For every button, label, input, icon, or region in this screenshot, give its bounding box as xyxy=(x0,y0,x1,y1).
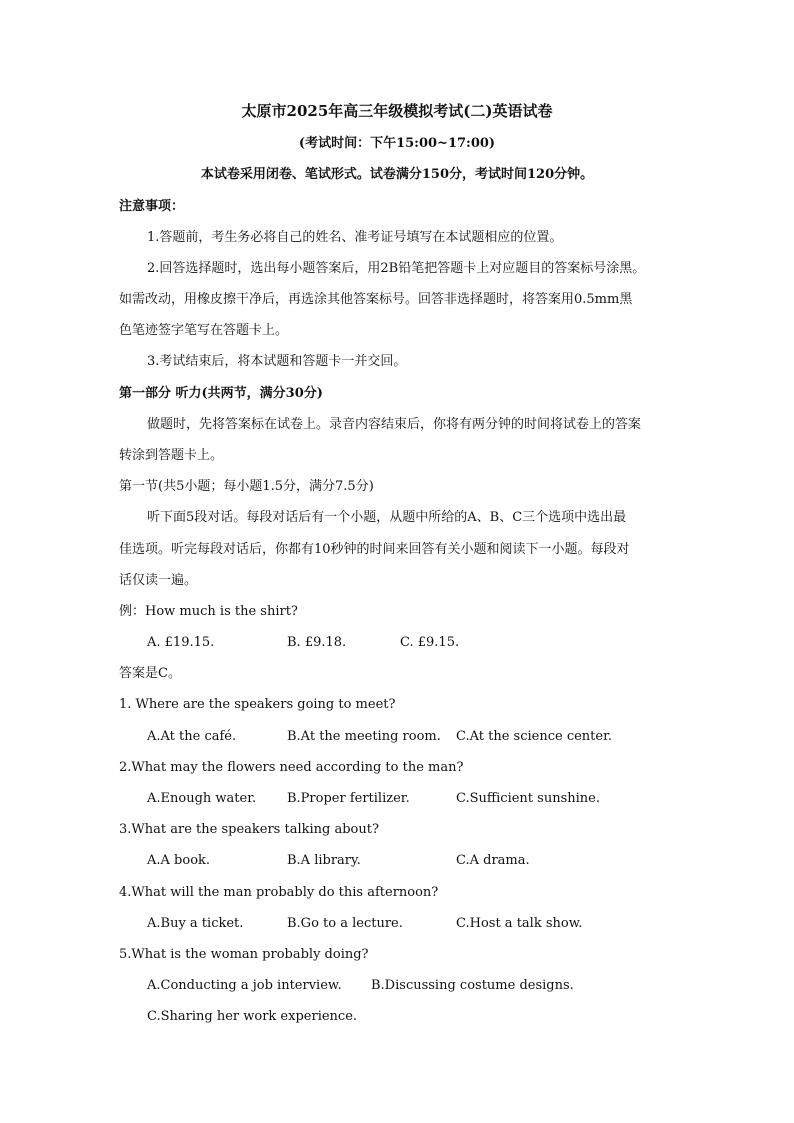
question-5-option-a: A.Conducting a job interview. xyxy=(147,978,342,993)
question-5: 5.What is the woman probably doing? xyxy=(119,947,369,962)
section1-instr-line-3: 话仅读一遍。 xyxy=(119,573,198,588)
question-3-option-c: C.A drama. xyxy=(456,853,530,868)
question-1-option-c: C.At the science center. xyxy=(456,729,613,744)
exam-format: 本试卷采用闭卷、笔试形式。试卷满分150分，考试时间120分钟。 xyxy=(200,167,594,182)
note-2-line-2: 如需改动，用橡皮擦干净后，再选涂其他答案标号。回答非选择题时，将答案用0.5mm黑 xyxy=(119,292,633,307)
question-3-option-a: A.A book. xyxy=(147,853,211,868)
question-4-option-b: B.Go to a lecture. xyxy=(287,916,403,931)
section1-instr-line-2: 佳选项。听完每段对话后，你都有10秒钟的时间来回答有关小题和阅读下一小题。每段对 xyxy=(119,542,630,557)
question-1-option-a: A.At the café. xyxy=(147,729,237,744)
question-2-option-a: A.Enough water. xyxy=(147,791,257,806)
question-5-option-b: B.Discussing costume designs. xyxy=(371,978,574,993)
note-1: 1.答题前，考生务必将自己的姓名、准考证号填写在本试题相应的位置。 xyxy=(147,230,563,245)
exam-title: 太原市2025年高三年级模拟考试(二)英语试卷 xyxy=(241,102,553,120)
part1-intro-line-1: 做题时，先将答案标在试卷上。录音内容结束后，你将有两分钟的时间将试卷上的答案 xyxy=(147,417,642,432)
example-option-b: B. £9.18. xyxy=(287,635,347,650)
question-5-option-c: C.Sharing her work experience. xyxy=(147,1009,358,1024)
section1-instr-line-1: 听下面5段对话。每段对话后有一个小题，从题中所给的A、B、C三个选项中选出最 xyxy=(147,510,627,525)
example-answer: 答案是C。 xyxy=(119,666,181,681)
note-2-line-3: 色笔迹签字笔写在答题卡上。 xyxy=(119,323,289,338)
part1-intro-line-2: 转涂到答题卡上。 xyxy=(119,448,224,463)
question-4-option-a: A.Buy a ticket. xyxy=(147,916,244,931)
question-4-option-c: C.Host a talk show. xyxy=(456,916,583,931)
question-1: 1. Where are the speakers going to meet? xyxy=(119,697,396,712)
section1-heading: 第一节(共5小题；每小题1.5分，满分7.5分) xyxy=(119,479,374,494)
question-2: 2.What may the flowers need according to the man? xyxy=(119,760,464,775)
notes-heading: 注意事项： xyxy=(119,199,185,214)
question-2-option-b: B.Proper fertilizer. xyxy=(287,791,410,806)
part1-heading: 第一部分 听力(共两节，满分30分) xyxy=(119,386,323,401)
example-option-a: A. £19.15. xyxy=(147,635,215,650)
question-4: 4.What will the man probably do this afternoon? xyxy=(119,885,439,900)
note-3: 3.考试结束后，将本试题和答题卡一并交回。 xyxy=(147,354,407,369)
example-option-c: C. £9.15. xyxy=(400,635,460,650)
question-2-option-c: C.Sufficient sunshine. xyxy=(456,791,600,806)
question-3-option-b: B.A library. xyxy=(287,853,361,868)
question-1-option-b: B.At the meeting room. xyxy=(287,729,441,744)
question-3: 3.What are the speakers talking about? xyxy=(119,822,379,837)
exam-time: (考试时间：下午15:00~17:00) xyxy=(298,136,496,151)
example-question: 例：How much is the shirt? xyxy=(119,604,298,619)
note-2-line-1: 2.回答选择题时，选出每小题答案后，用2B铅笔把答题卡上对应题目的答案标号涂黑。 xyxy=(147,261,646,276)
